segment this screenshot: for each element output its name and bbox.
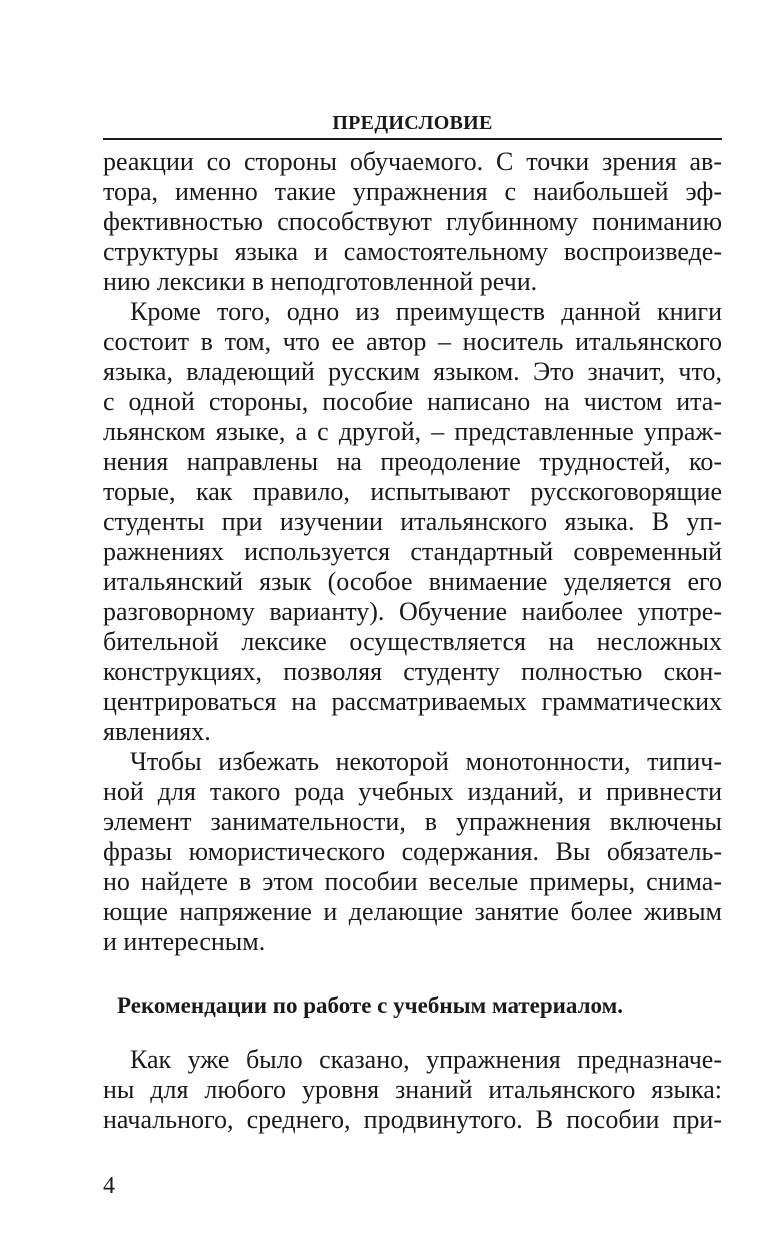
text-line: центрироваться на рассматриваемых грамматических [103, 687, 722, 716]
paragraph [103, 1045, 722, 1135]
running-head: ПРЕДИСЛОВИЕ [332, 112, 493, 134]
paragraph [103, 297, 722, 747]
text-line: явлениях. [103, 717, 211, 746]
text-line: начального, среднего, продвинутого. В пособии при- [103, 1105, 722, 1134]
text-line: ной для такого рода учебных изданий, и привнести [103, 777, 722, 806]
text-line: нения направлены на преодоление трудностей, ко- [103, 447, 722, 476]
text-line: структуры языка и самостоятельному воспроизведе- [103, 237, 722, 266]
text-line: ющие напряжение и делающие занятие более живым [103, 897, 722, 926]
text-line: тора, именно такие упражнения с наибольшей эф- [103, 177, 722, 206]
section-subheading: Рекомендации по работе с учебным материалом. [117, 993, 623, 1018]
text-line: Как уже было сказано, упражнения предназначе- [130, 1045, 722, 1074]
text-line: и интересным. [103, 927, 266, 956]
paragraph [103, 747, 722, 957]
text-line: с одной стороны, пособие написано на чистом ита- [103, 387, 722, 416]
text-line: состоит в том, что ее автор – носитель итальянского [103, 327, 722, 356]
text-line: бительной лексике осуществляется на несложных [103, 627, 722, 656]
text-line: Кроме того, одно из преимуществ данной книги [130, 297, 722, 326]
text-line: льянском языке, а с другой, – представленные упраж- [103, 417, 722, 446]
text-line: нию лексики в неподготовленной речи. [103, 267, 538, 296]
paragraphs-before [103, 147, 722, 957]
text-line: но найдете в этом пособии веселые примеры, снима- [103, 867, 722, 896]
paragraph [103, 147, 722, 297]
text-line: студенты при изучении итальянского языка. В уп- [103, 507, 722, 536]
text-line: конструкциях, позволяя студенту полностью скон- [103, 657, 722, 686]
text-line: Чтобы избежать некоторой монотонности, типич- [130, 747, 722, 776]
text-line: фразы юмористического содержания. Вы обязатель- [103, 837, 722, 866]
text-line: торые, как правило, испытывают русскоговорящие [103, 477, 722, 506]
text-line: разговорному варианту). Обучение наиболее употре- [103, 597, 722, 626]
text-line: ражнениях используется стандартный современный [103, 537, 722, 566]
text-line: итальянский язык (особое внимаение уделяется его [103, 567, 722, 596]
paragraphs-after [103, 1045, 722, 1135]
text-line: языка, владеющий русским языком. Это значит, что, [103, 357, 722, 386]
header-rule [103, 138, 722, 140]
text-line: ны для любого уровня знаний итальянского языка: [103, 1075, 722, 1104]
text-line: элемент занимательности, в упражнения включены [103, 807, 722, 836]
page-number: 4 [103, 1173, 115, 1199]
text-line: реакции со стороны обучаемого. С точки зрения ав- [103, 147, 722, 176]
text-block [103, 147, 722, 1135]
text-line: фективностью способствуют глубинному пониманию [103, 207, 722, 236]
